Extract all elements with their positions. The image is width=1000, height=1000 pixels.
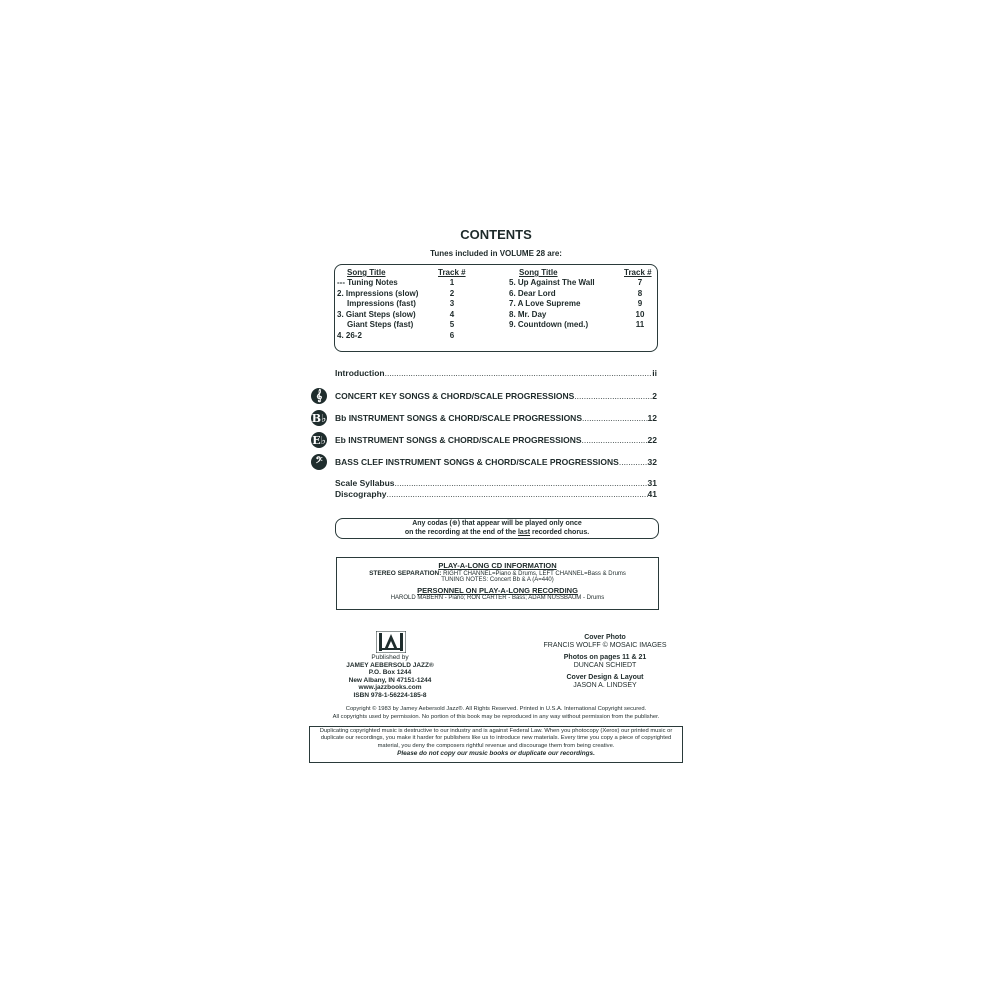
publisher-logo [376, 631, 406, 653]
toc-page: 2 [652, 391, 657, 401]
cd-info-box [336, 557, 659, 610]
photos-credit: DUNCAN SCHIEDT [573, 662, 637, 670]
copyright-line1: Copyright © 1983 by Jamey Aebersold Jazz®. All Rights Reserved. Printed in U.S.A. International Copyright secured. [345, 706, 647, 712]
toc-entry [335, 413, 657, 423]
tune-list-right [509, 278, 649, 331]
tune-title: --- Tuning Notes [337, 278, 398, 287]
toc-entry [335, 478, 657, 488]
cd-info-heading: PLAY-A-LONG CD INFORMATION [438, 561, 557, 570]
toc-label: CONCERT KEY SONGS & CHORD/SCALE PROGRESSIONS [335, 391, 575, 401]
coda-note-emphasis: last [517, 529, 531, 536]
tune-track: 2 [449, 288, 455, 298]
tune-title: 4. 26-2 [337, 330, 362, 340]
song-title-header-left: Song Title [347, 268, 386, 277]
coda-note-box [335, 518, 659, 539]
tune-title: 7. A Love Supreme [509, 299, 581, 309]
tuning-notes: TUNING NOTES: Concert Bb & A (A=440) [441, 577, 554, 583]
publisher-info [330, 654, 450, 700]
design-label: Cover Design & Layout [566, 673, 644, 681]
copyright-notice [300, 706, 692, 721]
tune-title: 8. Mr. Day [509, 309, 547, 319]
track-header-left: Track # [438, 268, 466, 277]
tune-title: 5. Up Against The Wall [509, 278, 595, 287]
b-flat-icon: B♭ [311, 411, 327, 425]
tune-track: 11 [635, 320, 645, 330]
tune-row [337, 331, 467, 342]
page-title: CONTENTS [460, 227, 532, 242]
tune-row [509, 310, 649, 321]
tune-row [337, 320, 467, 331]
track-header-right: Track # [624, 268, 652, 277]
tune-row [337, 289, 467, 300]
coda-note-line1: Any codas (⊕) that appear will be played only once [412, 520, 582, 527]
published-by: Published by [371, 654, 409, 661]
song-title-header-right: Song Title [519, 268, 558, 277]
tune-row [509, 299, 649, 310]
toc-label: BASS CLEF INSTRUMENT SONGS & CHORD/SCALE PROGRESSIONS [335, 457, 619, 467]
tune-track: 8 [637, 288, 643, 298]
toc-page: 12 [647, 413, 657, 423]
toc-label: Bb INSTRUMENT SONGS & CHORD/SCALE PROGRESSIONS [335, 413, 582, 423]
copy-warning-box [309, 726, 683, 763]
tune-track: 10 [635, 309, 645, 319]
cover-photo-label: Cover Photo [584, 634, 626, 641]
credits [530, 634, 680, 690]
copyright-line2: All copyrights used by permission. No portion of this book may be reproduced in any way without permission from the publisher. [332, 713, 660, 720]
tune-track: 9 [637, 299, 643, 309]
tune-title: 2. Impressions (slow) [337, 288, 419, 298]
design-credit: JASON A. LINDSEY [573, 682, 637, 690]
toc-page: 22 [647, 435, 657, 445]
toc-page: ii [652, 368, 657, 378]
tune-row [509, 320, 649, 331]
copy-warning-text: Duplicating copyrighted music is destructive to our industry and is against Federal Law. When you photocopy (Xerox) our printed music or duplicate our recordings, you make it harder for publishers like us to introduce new materials. Every time you copy a piece of copyrighted material, you deny the composers rightful revenue and discourage them from being creative. [319, 728, 673, 749]
tune-row [337, 310, 467, 321]
toc-page: 31 [647, 478, 657, 488]
coda-note-line2: on the recording at the end of the last recorded chorus. [404, 529, 590, 536]
treble-clef-icon: 𝄞 [311, 388, 327, 404]
toc-label: Introduction [335, 368, 385, 378]
toc-entry [335, 368, 657, 378]
tune-title: 3. Giant Steps (slow) [337, 309, 416, 319]
publisher-name: JAMEY AEBERSOLD JAZZ® [346, 661, 434, 669]
stereo-separation: STEREO SEPARATION: RIGHT CHANNEL=Piano & Drums, LEFT CHANNEL=Bass & Drums [369, 570, 626, 577]
publisher-web: www.jazzbooks.com [358, 684, 422, 692]
tune-track: 4 [449, 309, 455, 319]
tune-list-box [334, 264, 658, 352]
tune-track: 6 [449, 330, 455, 340]
tune-title: 6. Dear Lord [509, 288, 556, 298]
tune-row [337, 299, 467, 310]
page-subtitle: Tunes included in VOLUME 28 are: [430, 249, 562, 258]
toc-label: Discography [335, 489, 387, 499]
toc-label: Scale Syllabus [335, 478, 395, 488]
publisher-city: New Albany, IN 47151-1244 [348, 676, 432, 684]
toc-entry [335, 457, 657, 467]
isbn: ISBN 978-1-56224-185-8 [353, 691, 427, 699]
copy-warning-emphasis: Please do not copy our music books or duplicate our recordings. [397, 749, 595, 757]
toc-entry [335, 391, 657, 401]
tune-row [509, 278, 649, 289]
e-flat-icon: E♭ [312, 433, 326, 447]
publisher-box: P.O. Box 1244 [368, 669, 412, 677]
tune-track: 3 [449, 299, 455, 309]
toc-label: Eb INSTRUMENT SONGS & CHORD/SCALE PROGRESSIONS [335, 435, 582, 445]
tune-list-left [337, 278, 467, 342]
toc-page: 32 [647, 457, 657, 467]
tune-title: Giant Steps (fast) [347, 320, 414, 330]
tune-track: 5 [449, 320, 455, 330]
personnel-list: HAROLD MABERN - Piano; RON CARTER - Bass; ADAM NUSSBAUM - Drums [390, 595, 605, 601]
toc-entry [335, 489, 657, 499]
toc-page: 41 [647, 489, 657, 499]
cover-photo-credit: FRANCIS WOLFF © MOSAIC IMAGES [543, 642, 667, 650]
tune-title: Impressions (fast) [347, 299, 416, 309]
tune-track: 1 [449, 278, 455, 287]
tune-track: 7 [637, 278, 643, 287]
photos-label: Photos on pages 11 & 21 [563, 653, 647, 661]
personnel-heading: PERSONNEL ON PLAY-A-LONG RECORDING [417, 586, 578, 595]
toc-entry [335, 435, 657, 445]
tune-title: 9. Countdown (med.) [509, 320, 589, 330]
tune-row [337, 278, 467, 289]
tune-row [509, 289, 649, 300]
bass-clef-icon: 𝄢 [311, 454, 327, 470]
